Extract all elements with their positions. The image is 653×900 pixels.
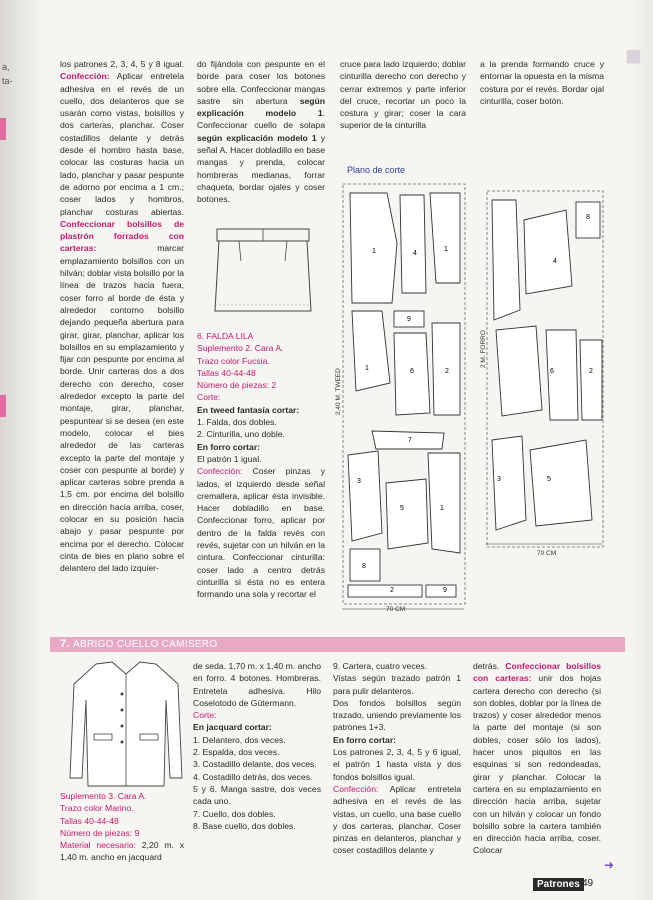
col1-confeccion-label: Confección: bbox=[60, 71, 110, 82]
section-title: ABRIGO CUELLO CAMISERO bbox=[73, 639, 218, 650]
abrigo-text: 9. Cartera, cuatro veces. bbox=[333, 661, 428, 671]
falda-confeccion-text: Coser pinzas y lados, el izquierdo desde señal cremallera, aplicar ésta invisible. Hacer dobladillo en base. Confeccionar forro, aplicar por dentro de la falda revés con revés, sujetar con un hilván en la cintura. Confeccionar cinturilla: coser lado a centro detrás cinturilla si ésta no es entera formando una sola y recortar el bbox=[197, 466, 325, 600]
abrigo-item: 7. Cuello, dos dobles. bbox=[193, 808, 276, 819]
abrigo-column-2 bbox=[193, 660, 321, 832]
plano-title: Plano de corte bbox=[347, 165, 406, 175]
abrigo-item: 1. Delantero, dos veces. bbox=[193, 734, 286, 745]
col2-text: y señal A. Hacer dobladillo en base mangas y prenda, colocar hombreras medianas, forrar chaqueta, bordar ojales y coser botones. bbox=[197, 132, 325, 205]
edge-fragment: ta- bbox=[2, 76, 13, 86]
cutting-layout-tweed bbox=[342, 183, 470, 613]
piece-number: 5 bbox=[400, 505, 404, 512]
abrigo-text: Aplicar entretela adhesiva en el revés de las vistas, un cuello, una base cuello y dos carteras, planchar. Coser pinzas en delanteros, planchar y coser costadillos delante y bbox=[333, 783, 461, 856]
falda-section bbox=[197, 330, 325, 601]
piece-number: 4 bbox=[413, 250, 417, 257]
abrigo-column-3 bbox=[333, 660, 461, 857]
falda-corte: Corte: bbox=[197, 392, 221, 403]
abrigo-text: Dos fondos bolsillos según trazado, uniendo previamente los patrones 1+3. bbox=[333, 697, 461, 733]
piece-number: 3 bbox=[497, 476, 501, 483]
falda-trazo: Trazo color Fucsia. bbox=[197, 355, 270, 366]
piece-number: 1 bbox=[440, 505, 444, 512]
col2-bold: según explicación modelo 1 bbox=[197, 132, 317, 143]
abrigo-piezas: Número de piezas: 9 bbox=[60, 827, 140, 838]
text-column-3 bbox=[340, 58, 466, 132]
falda-item: 1. Falda, dos dobles. bbox=[197, 417, 277, 428]
col1-text: marcar emplazamiento bolsillos con un hilván; doblar vista bolsillo por la línea de trazos hacia fuera, coser forro al borde de ésta y alrededor contorno bolsillo dejando pequeña abertura para girar, girar, planchar, aplicar los bolsillos en su emplazamiento y fijar con pespunte por encima al borde. Unir carteras dos a dos derecho con derecho, coser alrededor excepto la parte del montaje, girar, planchar, pespuntear si se desea (en este modelo, colocar el bies alrededor de las carteras excepto la parte del montaje y coser con pespunte al borde) y aplicar carteras sobre prenda a 1,5 cm. por encima del bolsillo en dirección hacia arriba, coser, colocar en su posición hacia abajo y pasar pespunte por encima por el derecho. Colocar cinta de bies en plano sobre el delantero del lado izquier- bbox=[60, 243, 184, 574]
abrigo-item: 4. Costadillo detrás, dos veces. bbox=[193, 771, 313, 782]
abrigo-item: 8. Base cuello, dos dobles. bbox=[193, 820, 296, 831]
falda-tweed-heading: En tweed fantasía cortar: bbox=[197, 404, 300, 415]
col1-text: Aplicar entretela adhesiva en el revés de un cuello, dos delanteros que se usarán como vistas, bolsillos y dos carteras, planchar. Coser costadillos delante y detrás desde el hombro hasta base, colocar las costuras hacia un lado, planchar y pasar pespunte de adorno por encima a 1 cm.; coser lados y hombros, planchar costuras abiertas. bbox=[60, 71, 184, 217]
falda-supplement: Suplemento 2. Cara A. bbox=[197, 343, 284, 354]
piece-number: 8 bbox=[586, 214, 590, 221]
strip-watermark: ■ bbox=[618, 40, 649, 73]
abrigo-text: unir dos hojas cartera derecho con derecho (si son dobles, doblar por la línea de trazos) y coser alrededor menos la parte del montaje (si son dobles, coser sólo los lados), hacer unos piquitos en las esquinas si son redondeadas, girar y planchar. Colocar la cartera en su emplazamiento en dirección hacia arriba, sujetar con un hilván y colocar un fondo bolsillo sobre la cartera también en dirección hacia arriba, coser. Colocar bbox=[473, 673, 601, 856]
col2-text: do fijándola con pespunte en el borde para coser los botones sobre ella. Confeccionar mangas sastre sin abertura bbox=[197, 59, 325, 106]
abrigo-text: Vistas según trazado patrón 1 para pulir delanteros. bbox=[333, 673, 461, 696]
abrigo-materials: de seda. 1,70 m. x 1,40 m. ancho en forro. 4 botones. Hombreras. Entretela adhesiva. Hilo Coselotodo de Gütermann. bbox=[193, 661, 321, 708]
abrigo-supplement: Suplemento 3. Cara A. bbox=[60, 791, 147, 801]
skirt-illustration bbox=[213, 227, 315, 315]
abrigo-info bbox=[60, 790, 184, 864]
abrigo-item: 3. Costadillo delante, dos veces. bbox=[193, 759, 317, 770]
abrigo-forro-heading: En forro cortar: bbox=[333, 734, 397, 745]
falda-tallas: Tallas 40-44-48 bbox=[197, 367, 256, 378]
text-column-2 bbox=[197, 58, 325, 206]
falda-item: 2. Cinturilla, uno doble. bbox=[197, 429, 285, 440]
piece-number: 4 bbox=[553, 258, 557, 265]
abrigo-text: detrás. bbox=[473, 661, 506, 671]
col3-text: cruce para lado izquierdo; doblar cinturilla derecho con derecho y cerrar extremos y parte inferior del cruce, recortar un poco la costura y girar; coser la cara superior de la cinturilla bbox=[340, 59, 466, 131]
section-7-bar bbox=[50, 637, 625, 652]
abrigo-material-label: Material necesario: bbox=[60, 840, 137, 851]
piece-number: 7 bbox=[408, 437, 412, 444]
abrigo-item: 2. Espalda, dos veces. bbox=[193, 747, 280, 758]
piece-number: 1 bbox=[444, 246, 448, 253]
falda-piezas: Número de piezas: 2 bbox=[197, 380, 277, 391]
right-page-strip bbox=[618, 0, 653, 900]
piece-number: 9 bbox=[407, 316, 411, 323]
abrigo-confeccion-label: Confección: bbox=[333, 783, 379, 794]
abrigo-text: Los patrones 2, 3, 4, 5 y 6 igual, el patrón 1 hasta vista y dos fondos bolsillos igual. bbox=[333, 747, 461, 782]
abrigo-tallas: Tallas 40-44-48 bbox=[60, 815, 119, 826]
piece-number: 3 bbox=[357, 478, 361, 485]
falda-item: El patrón 1 igual. bbox=[197, 453, 262, 464]
magazine-logo: Patrones bbox=[533, 878, 584, 891]
col4-text: a la prenda formando cruce y entornar la opuesta en la misma costura por el revés. Bordar ojal cinturilla, coser botón. bbox=[480, 59, 604, 106]
edge-fragment: a, bbox=[2, 62, 10, 72]
cutting-layout-forro bbox=[486, 190, 606, 550]
col2-text: . Confeccionar cuello de solapa bbox=[197, 108, 325, 131]
piece-number: 6 bbox=[410, 368, 414, 375]
col1-text: los patrones 2, 3, 4, 5 y 8 igual. bbox=[60, 59, 184, 69]
text-column-1 bbox=[60, 58, 184, 574]
tweed-70cm: 70 CM bbox=[386, 606, 406, 613]
abrigo-corte: Corte: bbox=[193, 710, 217, 721]
col2-bold: según explicación modelo 1 bbox=[197, 95, 325, 119]
falda-forro-heading: En forro cortar: bbox=[197, 441, 261, 452]
abrigo-column-4 bbox=[473, 660, 601, 857]
piece-number: 9 bbox=[443, 587, 447, 594]
piece-number: 2 bbox=[445, 368, 449, 375]
abrigo-jacquard-heading: En jacquard cortar: bbox=[193, 722, 272, 733]
text-column-4 bbox=[480, 58, 604, 107]
coat-illustration bbox=[66, 660, 186, 790]
forro-width-label: 2 M. FORRO bbox=[480, 330, 487, 368]
forro-70cm: 70 CM bbox=[537, 550, 557, 557]
page-number: 49 bbox=[582, 878, 594, 889]
piece-number: 1 bbox=[365, 365, 369, 372]
edge-color-tab bbox=[0, 118, 6, 140]
tweed-width-label: 2,40 M. TWEED bbox=[335, 368, 342, 415]
falda-confeccion-label: Confección: bbox=[197, 466, 243, 477]
continue-arrow-icon: ➜ bbox=[604, 858, 615, 872]
piece-number: 6 bbox=[550, 368, 554, 375]
falda-heading: 6. FALDA LILA bbox=[197, 331, 254, 341]
piece-number: 2 bbox=[390, 587, 394, 594]
edge-color-tab bbox=[0, 395, 6, 417]
section-number: 7. bbox=[60, 638, 70, 650]
piece-number: 8 bbox=[362, 563, 366, 570]
col1-bolsillos-heading: Confeccionar bolsillos de plastrón forrados con carteras: bbox=[60, 218, 184, 254]
abrigo-trazo: Trazo color Marino. bbox=[60, 803, 134, 814]
abrigo-material-text: 2,20 m. x 1,40 m. ancho en jacquard bbox=[60, 840, 185, 863]
abrigo-bolsillos-heading: Confeccionar bolsillos con carteras: bbox=[473, 661, 601, 684]
page-spine-shadow bbox=[0, 0, 44, 900]
piece-number: 2 bbox=[589, 368, 593, 375]
piece-number: 5 bbox=[547, 476, 551, 483]
abrigo-item: 5 y 6. Manga sastre, dos veces cada uno. bbox=[193, 783, 321, 807]
piece-number: 1 bbox=[372, 248, 376, 255]
